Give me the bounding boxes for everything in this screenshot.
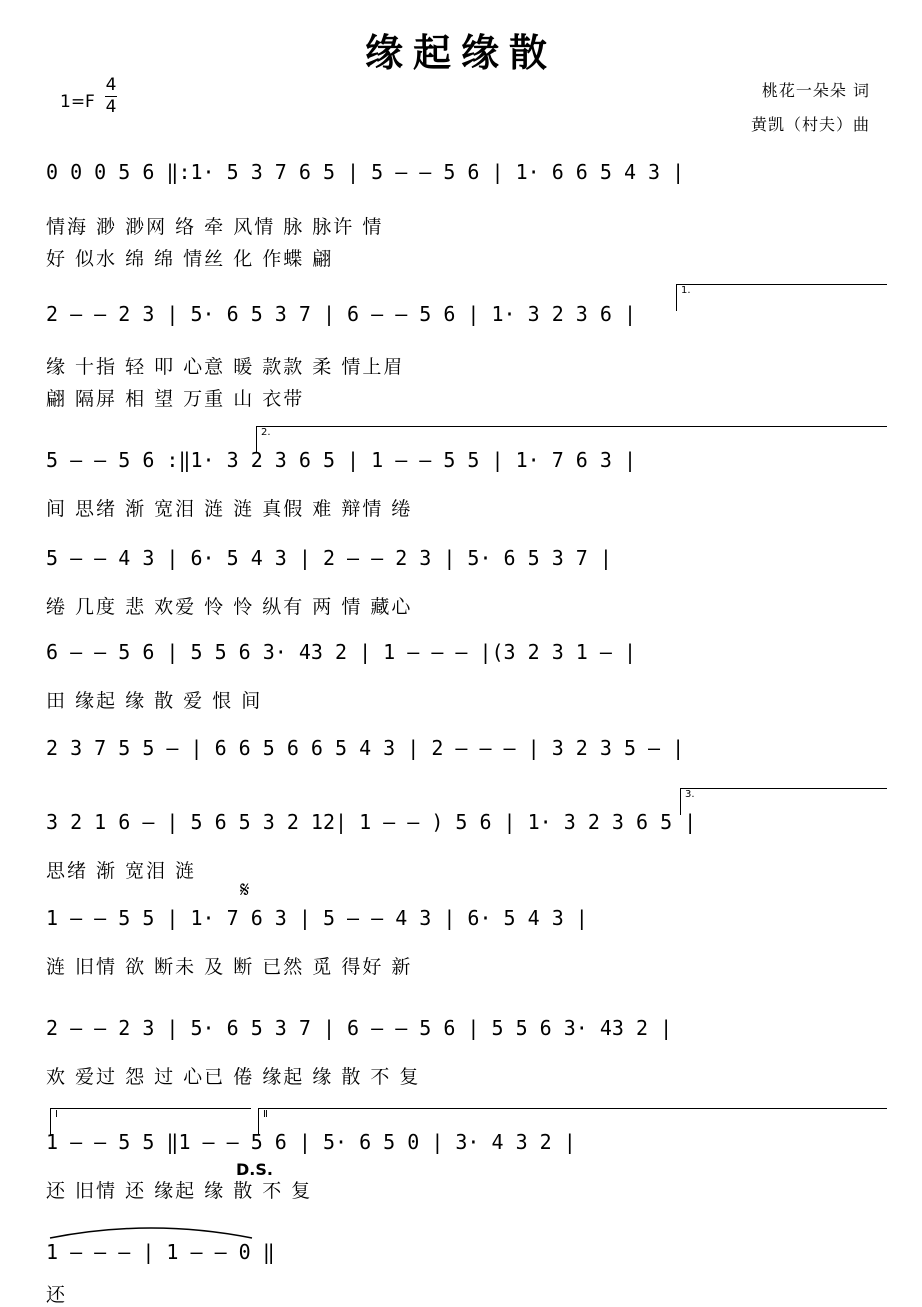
lyricist-credit: 桃花一朵朵 词 (761, 81, 870, 100)
lyrics-verse-1: 情海 渺 渺网 络 牵 风情 脉 脉许 情 (46, 216, 384, 238)
notes: 1 — — 5 5 ‖1 — — 5 6 | 5· 6 5 0 | 3· 4 3 2 | (46, 1130, 576, 1154)
notes: 6 — — 5 6 | 5 5 6 3· 43 2 | 1 — — — |(3 2 3 1 — | (46, 640, 637, 664)
volta-2-label: 2. (261, 427, 271, 438)
notes: 1 — — 5 5 | 1· 7 6 3 | 5 — — 4 3 | 6· 5 4 3 | (46, 906, 588, 930)
volta-1-label: 1. (681, 285, 691, 296)
lyrics-verse-1: 还 旧情 还 缘起 缘 散 不 复 (46, 1180, 313, 1202)
time-signature (105, 75, 117, 118)
composer-credit: 黄凯（村夫）曲 (750, 115, 870, 134)
notes: 2 3 7 5 5 — | 6 6 5 6 6 5 4 3 | 2 — — — | 3 2 3 5 — | (46, 736, 685, 760)
lyrics-verse-1: 涟 旧情 欲 断未 及 断 已然 觅 得好 新 (46, 956, 413, 978)
lyrics-verse-1: 缘 十指 轻 叩 心意 暖 款款 柔 情上眉 (46, 356, 405, 378)
notes: 2 — — 2 3 | 5· 6 5 3 7 | 6 — — 5 6 | 5 5 6 3· 43 2 | (46, 1016, 673, 1040)
volta-I-label: Ⅰ (55, 1109, 58, 1120)
notes: 5 — — 4 3 | 6· 5 4 3 | 2 — — 2 3 | 5· 6 5 3 7 | (46, 546, 612, 570)
lyrics-verse-2: 翩 隔屏 相 望 万重 山 衣带 (46, 388, 305, 410)
notes: 5 — — 5 6 :‖1· 3 2 3 6 5 | 1 — — 5 5 | 1· 7 6 3 | (46, 448, 637, 472)
time-bottom: 4 (105, 97, 117, 117)
lyrics-verse-1: 欢 爱过 怨 过 心已 倦 缘起 缘 散 不 复 (46, 1066, 421, 1088)
slur-tie (46, 1224, 256, 1240)
volta-3 (680, 788, 887, 815)
notes: 0 0 0 5 6 ‖:1· 5 3 7 6 5 | 5 — — 5 6 | 1· 6 6 5 4 3 | (46, 160, 685, 184)
segno-sign: 𝄋 (240, 878, 250, 903)
notes: 1 — — — | 1 — — 0 ‖ (46, 1240, 275, 1264)
key-signature: 1=F (60, 92, 95, 112)
lyrics-verse-1: 还 (46, 1284, 68, 1306)
lyrics-verse-1: 绻 几度 悲 欢爱 怜 怜 纵有 两 情 藏心 (46, 596, 413, 618)
time-top: 4 (105, 75, 117, 95)
notes: 2 — — 2 3 | 5· 6 5 3 7 | 6 — — 5 6 | 1· 3 2 3 6 | (46, 302, 637, 326)
lyrics-verse-1: 间 思绪 渐 宽泪 涟 涟 真假 难 辩情 绻 (46, 498, 413, 520)
volta-1 (676, 284, 887, 311)
volta-3-label: 3. (685, 789, 695, 800)
lyrics-verse-2: 好 似水 绵 绵 情丝 化 作蝶 翩 (46, 248, 334, 270)
lyrics-verse-1: 思绪 渐 宽泪 涟 (46, 860, 197, 882)
lyrics-verse-1: 田 缘起 缘 散 爱 恨 间 (46, 690, 263, 712)
song-title: 缘起缘散 (364, 31, 557, 75)
notes: 3 2 1 6 — | 5 6 5 3 2 12| 1 — — ) 5 6 | 1· 3 2 3 6 5 | (46, 810, 697, 834)
volta-II-label: Ⅱ (263, 1109, 268, 1120)
dal-segno-mark: D.S. (236, 1160, 273, 1179)
